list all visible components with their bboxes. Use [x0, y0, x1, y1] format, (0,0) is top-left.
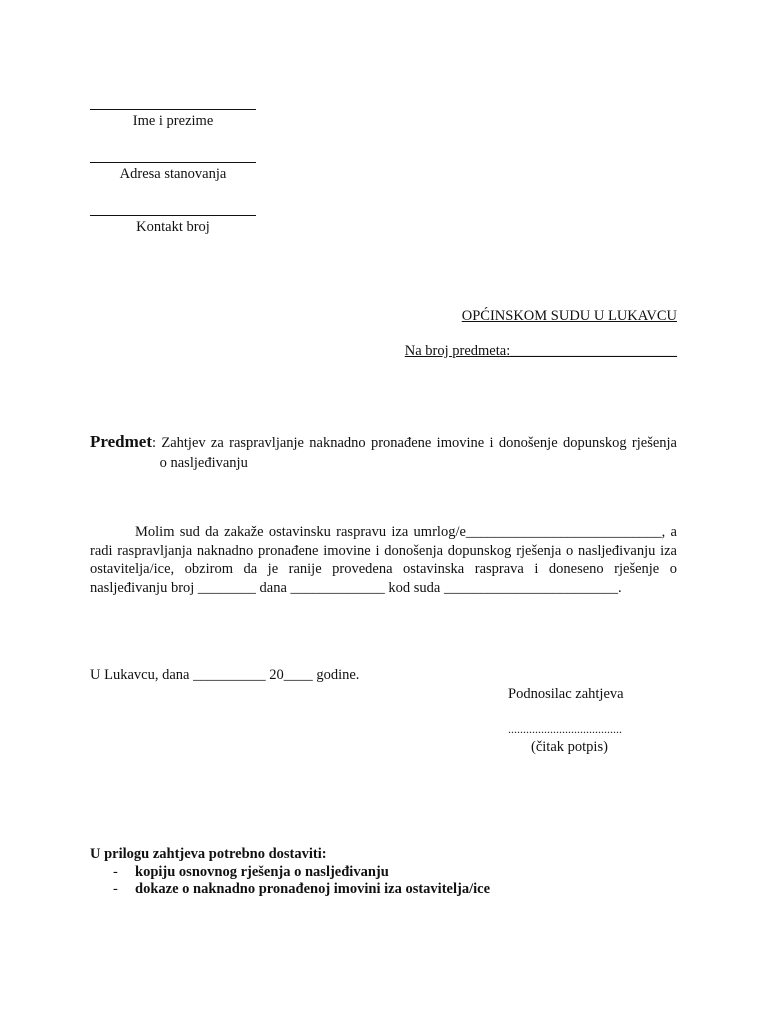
attachment-text: dokaze o naknadno pronađenoj imovini iza ostavitelja/ice	[135, 881, 491, 897]
list-dash: -	[113, 863, 118, 880]
case-number-field[interactable]: Na broj predmeta:_______________________	[404, 343, 677, 359]
contact-label: Kontakt broj	[136, 219, 210, 235]
name-line[interactable]	[90, 109, 256, 110]
subject-section	[90, 432, 677, 473]
signature-dotted-line[interactable]: ......................................	[508, 723, 622, 735]
subject-text-part1: : Zahtjev za raspravljanje naknadno pronađene imovine i donošenje dopunskog rješenja	[152, 435, 677, 451]
attachments-section	[90, 846, 490, 899]
attachment-text: kopiju osnovnog rješenja o nasljeđivanju	[135, 863, 389, 880]
name-label: Ime i prezime	[132, 113, 214, 129]
list-dash: -	[113, 881, 118, 897]
signature-block	[508, 686, 648, 756]
contact-line[interactable]	[90, 215, 256, 216]
name-field[interactable]	[90, 109, 256, 130]
list-item	[90, 881, 490, 899]
list-item	[90, 864, 490, 882]
signature-title: Podnosilac zahtjeva	[508, 686, 624, 702]
attachments-list	[90, 864, 490, 899]
request-text: Molim sud da zakaže ostavinsku raspravu iza umrlog/e___________________________, a radi raspravljanja naknadno pronađene imovine i donošenja dopunskog rješenja o nasljeđivanju iza ostavitelja/ice, obzirom da je ranije provedena ostavinska rasprava i doneseno rješenje o nasljeđivanju broj ________ dana _____________ kod suda ________________________.	[90, 524, 677, 596]
date-line: U Lukavcu, dana __________ 20____ godine.	[90, 667, 360, 683]
signature-caption: (čitak potpis)	[531, 739, 608, 755]
subject-text-part2: o nasljeđivanju	[159, 455, 248, 471]
addressee-court: OPĆINSKOM SUDU U LUKAVCU	[461, 308, 677, 324]
address-line[interactable]	[90, 162, 256, 163]
subject-heading: Predmet	[90, 432, 152, 451]
contact-field[interactable]	[90, 215, 256, 236]
attachments-heading: U prilogu zahtjeva potrebno dostaviti:	[90, 846, 327, 862]
address-label: Adresa stanovanja	[119, 166, 227, 182]
request-paragraph	[90, 523, 677, 597]
address-field[interactable]	[90, 162, 256, 183]
